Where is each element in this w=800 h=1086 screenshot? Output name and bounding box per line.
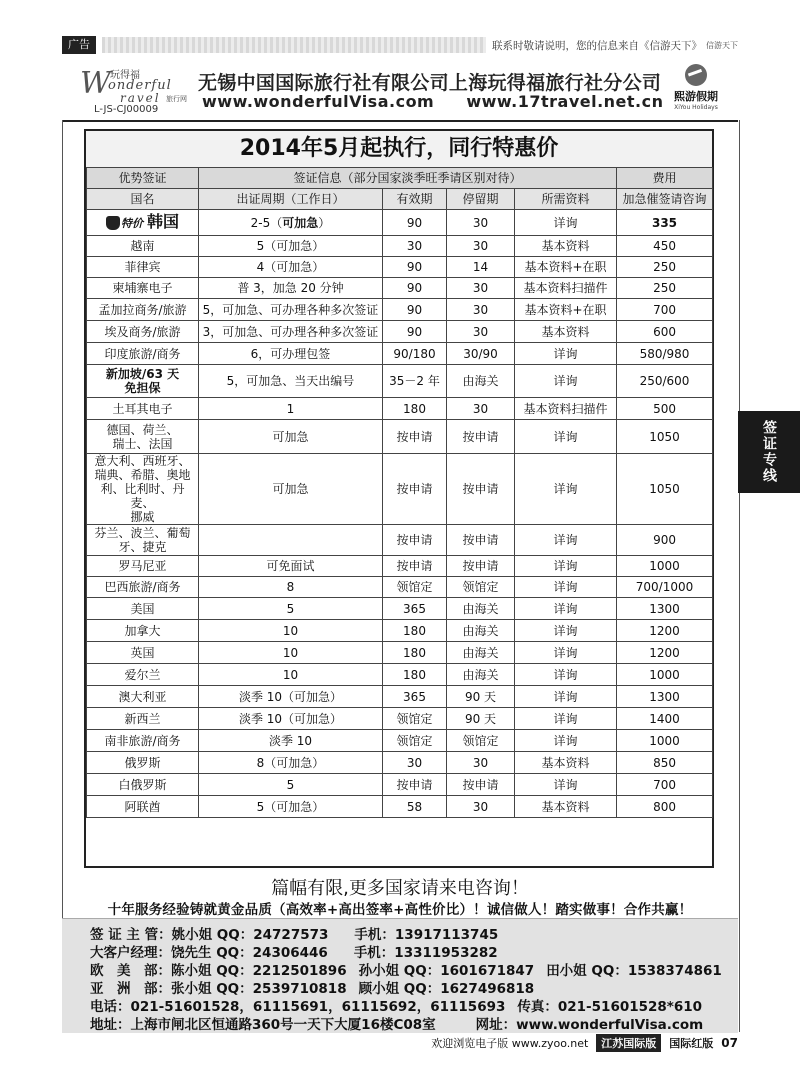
footer-note: 欢迎浏览电子版 www.zyoo.net <box>431 1037 589 1050</box>
docs-cell: 详询 <box>515 454 617 525</box>
stay-cell: 30 <box>447 796 515 818</box>
table-row <box>87 525 713 556</box>
fee-cell: 850 <box>617 752 713 774</box>
validity-cell: 领馆定 <box>383 730 447 752</box>
cycle-cell: 6，可办理包签 <box>199 343 383 365</box>
cycle-cell: 可加急 <box>199 420 383 454</box>
docs-cell: 基本资料扫描件 <box>515 278 617 299</box>
validity-cell: 按申请 <box>383 420 447 454</box>
table-row <box>87 420 713 454</box>
table-row <box>87 454 713 525</box>
table-row <box>87 343 713 365</box>
country-cell: 柬埔寨电子 <box>87 278 199 299</box>
cycle-cell: 5，可加急、可办理各种多次签证 <box>199 299 383 321</box>
price-table-box <box>84 129 714 868</box>
cycle-cell: 10 <box>199 664 383 686</box>
cycle-cell: 5 <box>199 774 383 796</box>
validity-cell: 90 <box>383 321 447 343</box>
stay-cell: 30 <box>447 752 515 774</box>
validity-cell: 180 <box>383 398 447 420</box>
column-header: 停留期 <box>447 189 515 210</box>
column-header: 加急催签请咨询 <box>617 189 713 210</box>
group-header: 优势签证 <box>87 168 199 189</box>
docs-cell: 详询 <box>515 365 617 398</box>
country-cell: 菲律宾 <box>87 257 199 278</box>
validity-cell: 领馆定 <box>383 577 447 598</box>
contacts-panel <box>62 918 738 1033</box>
cycle-cell: 5（可加急） <box>199 796 383 818</box>
docs-cell: 详询 <box>515 577 617 598</box>
cycle-cell: 8（可加急） <box>199 752 383 774</box>
fee-cell: 700 <box>617 774 713 796</box>
cycle-cell: 8 <box>199 577 383 598</box>
docs-cell: 详询 <box>515 774 617 796</box>
docs-cell: 详询 <box>515 642 617 664</box>
table-title: 2014年5月起执行，同行特惠价 <box>86 131 712 168</box>
stay-cell: 领馆定 <box>447 577 515 598</box>
table-row <box>87 321 713 343</box>
docs-cell: 基本资料 <box>515 752 617 774</box>
stay-cell: 30 <box>447 278 515 299</box>
docs-cell: 基本资料+在职 <box>515 257 617 278</box>
contact-line: 大客户经理：饶先生 QQ：24306446 手机：13311953282 <box>90 945 498 961</box>
stay-cell: 14 <box>447 257 515 278</box>
country-cell: 罗马尼亚 <box>87 556 199 577</box>
fee-cell: 450 <box>617 236 713 257</box>
fee-cell: 250 <box>617 257 713 278</box>
column-header: 国名 <box>87 189 199 210</box>
stay-cell: 90 天 <box>447 708 515 730</box>
validity-cell: 领馆定 <box>383 708 447 730</box>
stay-cell: 领馆定 <box>447 730 515 752</box>
stay-cell: 按申请 <box>447 774 515 796</box>
validity-cell: 90 <box>383 299 447 321</box>
stay-cell: 30 <box>447 299 515 321</box>
contact-line: 欧 美 部：陈小姐 QQ：2212501896 孙小姐 QQ：1601671847 田小姐 QQ：1538374861 <box>90 963 722 979</box>
fee-cell: 1050 <box>617 454 713 525</box>
country-cell: 新加坡/63 天 免担保 <box>87 365 199 398</box>
fee-cell: 1400 <box>617 708 713 730</box>
validity-cell: 按申请 <box>383 454 447 525</box>
fee-cell: 1000 <box>617 664 713 686</box>
visa-hotline-tab: 签证专线 <box>738 411 800 493</box>
country-cell: 孟加拉商务/旅游 <box>87 299 199 321</box>
validity-cell: 90/180 <box>383 343 447 365</box>
stay-cell: 30 <box>447 210 515 236</box>
cycle-cell: 4（可加急） <box>199 257 383 278</box>
company-name: 无锡中国国际旅行社有限公司上海玩得福旅行社分公司 <box>198 72 662 94</box>
country-cell: 南非旅游/商务 <box>87 730 199 752</box>
cycle-cell <box>199 525 383 556</box>
docs-cell: 详询 <box>515 620 617 642</box>
table-row <box>87 236 713 257</box>
validity-cell: 365 <box>383 686 447 708</box>
table-row <box>87 664 713 686</box>
docs-cell: 基本资料 <box>515 796 617 818</box>
table-row <box>87 556 713 577</box>
group-header-row <box>87 168 713 189</box>
column-header: 出证周期（工作日） <box>199 189 383 210</box>
table-row <box>87 730 713 752</box>
stay-cell: 30/90 <box>447 343 515 365</box>
fee-cell: 1000 <box>617 730 713 752</box>
table-row <box>87 796 713 818</box>
stay-cell: 按申请 <box>447 556 515 577</box>
docs-cell: 基本资料 <box>515 236 617 257</box>
cycle-cell: 普 3，加急 20 分钟 <box>199 278 383 299</box>
validity-cell: 180 <box>383 664 447 686</box>
stay-cell: 30 <box>447 236 515 257</box>
table-row <box>87 774 713 796</box>
docs-cell: 详询 <box>515 556 617 577</box>
publisher-logo: 信游天下 <box>706 40 738 50</box>
validity-cell: 90 <box>383 257 447 278</box>
stay-cell: 30 <box>447 321 515 343</box>
country-cell: 埃及商务/旅游 <box>87 321 199 343</box>
validity-cell: 30 <box>383 752 447 774</box>
table-row <box>87 257 713 278</box>
more-countries-note: 篇幅有限,更多国家请来电咨询！ <box>271 878 529 899</box>
visa-price-table <box>86 167 713 818</box>
country-cell: 加拿大 <box>87 620 199 642</box>
stay-cell: 90 天 <box>447 686 515 708</box>
header <box>62 54 738 122</box>
table-row <box>87 278 713 299</box>
validity-cell: 365 <box>383 598 447 620</box>
column-header: 所需资料 <box>515 189 617 210</box>
xiyou-holidays-logo: 熙游假期 XiYou Holidays <box>666 64 726 111</box>
country-cell: 爱尔兰 <box>87 664 199 686</box>
country-cell: 越南 <box>87 236 199 257</box>
fee-cell: 335 <box>617 210 713 236</box>
fee-cell: 1200 <box>617 642 713 664</box>
xiyou-icon <box>685 64 707 86</box>
page-footer <box>62 1032 738 1054</box>
top-strip <box>62 36 738 54</box>
cycle-cell: 5，可加急、当天出编号 <box>199 365 383 398</box>
country-cell: 新西兰 <box>87 708 199 730</box>
country-cell: 巴西旅游/商务 <box>87 577 199 598</box>
cycle-cell: 3，可加急、可办理各种多次签证 <box>199 321 383 343</box>
country-cell: 德国、荷兰、 瑞士、法国 <box>87 420 199 454</box>
fee-cell: 250/600 <box>617 365 713 398</box>
decorative-strip <box>102 37 486 53</box>
docs-cell: 详询 <box>515 343 617 365</box>
fee-cell: 700 <box>617 299 713 321</box>
thumbs-up-icon <box>106 216 120 230</box>
docs-cell: 详询 <box>515 730 617 752</box>
fee-cell: 1000 <box>617 556 713 577</box>
table-row <box>87 299 713 321</box>
website-link-2[interactable]: www.17travel.net.cn <box>466 92 664 111</box>
fee-cell: 700/1000 <box>617 577 713 598</box>
table-row <box>87 642 713 664</box>
cycle-cell: 淡季 10 <box>199 730 383 752</box>
stay-cell: 由海关 <box>447 365 515 398</box>
cycle-cell: 淡季 10（可加急） <box>199 686 383 708</box>
stay-cell: 由海关 <box>447 620 515 642</box>
cycle-cell: 5 <box>199 598 383 620</box>
slogan: 十年服务经验铸就黄金品质（高效率+高出签率+高性价比）！诚信做人！踏实做事！合作共赢！ <box>107 902 693 918</box>
stay-cell: 由海关 <box>447 642 515 664</box>
website-link-1[interactable]: www.wonderfulVisa.com <box>202 92 435 111</box>
column-header-row <box>87 189 713 210</box>
country-cell: 俄罗斯 <box>87 752 199 774</box>
docs-cell: 基本资料+在职 <box>515 299 617 321</box>
table-row <box>87 686 713 708</box>
contact-line: 签 证 主 管：姚小姐 QQ：24727573 手机：13917113745 <box>90 927 499 943</box>
fee-cell: 1200 <box>617 620 713 642</box>
stay-cell: 按申请 <box>447 454 515 525</box>
fee-cell: 600 <box>617 321 713 343</box>
country-cell: 特价 韩国 <box>87 210 199 236</box>
group-header: 费用 <box>617 168 713 189</box>
group-header: 签证信息（部分国家淡季旺季请区别对待） <box>199 168 617 189</box>
docs-cell: 详询 <box>515 686 617 708</box>
fee-cell: 1300 <box>617 598 713 620</box>
page-number: 07 <box>721 1036 738 1050</box>
contact-line-address: 地址：上海市闸北区恒通路360号一天下大厦16楼C08室 网址：www.wonderfulVisa.com <box>90 1017 704 1033</box>
cycle-cell: 2-5（可加急） <box>199 210 383 236</box>
fee-cell: 500 <box>617 398 713 420</box>
docs-cell: 详询 <box>515 598 617 620</box>
country-cell: 土耳其电子 <box>87 398 199 420</box>
source-note: 联系时敬请说明，您的信息来自《信游天下》 <box>492 39 702 52</box>
country-cell: 芬兰、波兰、葡萄 牙、捷克 <box>87 525 199 556</box>
docs-cell: 详询 <box>515 525 617 556</box>
wonderful-travel-logo: W 玩得福 onderful ravel 旅行网 <box>80 66 187 105</box>
edition-badge: 江苏国际版 <box>596 1034 661 1052</box>
docs-cell: 详询 <box>515 210 617 236</box>
fee-cell: 900 <box>617 525 713 556</box>
validity-cell: 90 <box>383 278 447 299</box>
validity-cell: 按申请 <box>383 556 447 577</box>
table-row <box>87 365 713 398</box>
fee-cell: 1300 <box>617 686 713 708</box>
docs-cell: 详询 <box>515 420 617 454</box>
ad-tag: 广告 <box>62 36 96 54</box>
country-cell: 白俄罗斯 <box>87 774 199 796</box>
country-cell: 英国 <box>87 642 199 664</box>
cycle-cell: 10 <box>199 642 383 664</box>
license-number: L-JS-CJ00009 <box>94 104 159 115</box>
validity-cell: 35－2 年 <box>383 365 447 398</box>
contact-line: 亚 洲 部：张小姐 QQ：2539710818 顾小姐 QQ：1627496818 <box>90 981 535 997</box>
validity-cell: 90 <box>383 210 447 236</box>
cycle-cell: 可免面试 <box>199 556 383 577</box>
stay-cell: 30 <box>447 398 515 420</box>
docs-cell: 基本资料扫描件 <box>515 398 617 420</box>
cycle-cell: 5（可加急） <box>199 236 383 257</box>
cycle-cell: 可加急 <box>199 454 383 525</box>
docs-cell: 基本资料 <box>515 321 617 343</box>
fee-cell: 800 <box>617 796 713 818</box>
fee-cell: 1050 <box>617 420 713 454</box>
column-header: 有效期 <box>383 189 447 210</box>
edition-label: 国际红版 <box>669 1037 714 1050</box>
validity-cell: 30 <box>383 236 447 257</box>
validity-cell: 按申请 <box>383 525 447 556</box>
stay-cell: 按申请 <box>447 525 515 556</box>
cycle-cell: 淡季 10（可加急） <box>199 708 383 730</box>
table-row <box>87 598 713 620</box>
country-cell: 澳大利亚 <box>87 686 199 708</box>
websites <box>202 92 690 111</box>
docs-cell: 详询 <box>515 708 617 730</box>
validity-cell: 180 <box>383 642 447 664</box>
table-row-korea <box>87 210 713 236</box>
fee-cell: 580/980 <box>617 343 713 365</box>
stay-cell: 由海关 <box>447 598 515 620</box>
cycle-cell: 10 <box>199 620 383 642</box>
country-cell: 美国 <box>87 598 199 620</box>
validity-cell: 180 <box>383 620 447 642</box>
validity-cell: 58 <box>383 796 447 818</box>
stay-cell: 按申请 <box>447 420 515 454</box>
table-row <box>87 620 713 642</box>
stay-cell: 由海关 <box>447 664 515 686</box>
contact-line-phone: 电话：021-51601528，61115691，61115692，61115693 传真：021-51601528*610 <box>90 999 703 1015</box>
table-row <box>87 398 713 420</box>
table-row <box>87 577 713 598</box>
country-cell: 意大利、西班牙、 瑞典、希腊、奥地 利、比利时、丹麦、 挪威 <box>87 454 199 525</box>
validity-cell: 按申请 <box>383 774 447 796</box>
cycle-cell: 1 <box>199 398 383 420</box>
country-cell: 印度旅游/商务 <box>87 343 199 365</box>
country-cell: 阿联酋 <box>87 796 199 818</box>
docs-cell: 详询 <box>515 664 617 686</box>
table-row <box>87 752 713 774</box>
table-row <box>87 708 713 730</box>
fee-cell: 250 <box>617 278 713 299</box>
